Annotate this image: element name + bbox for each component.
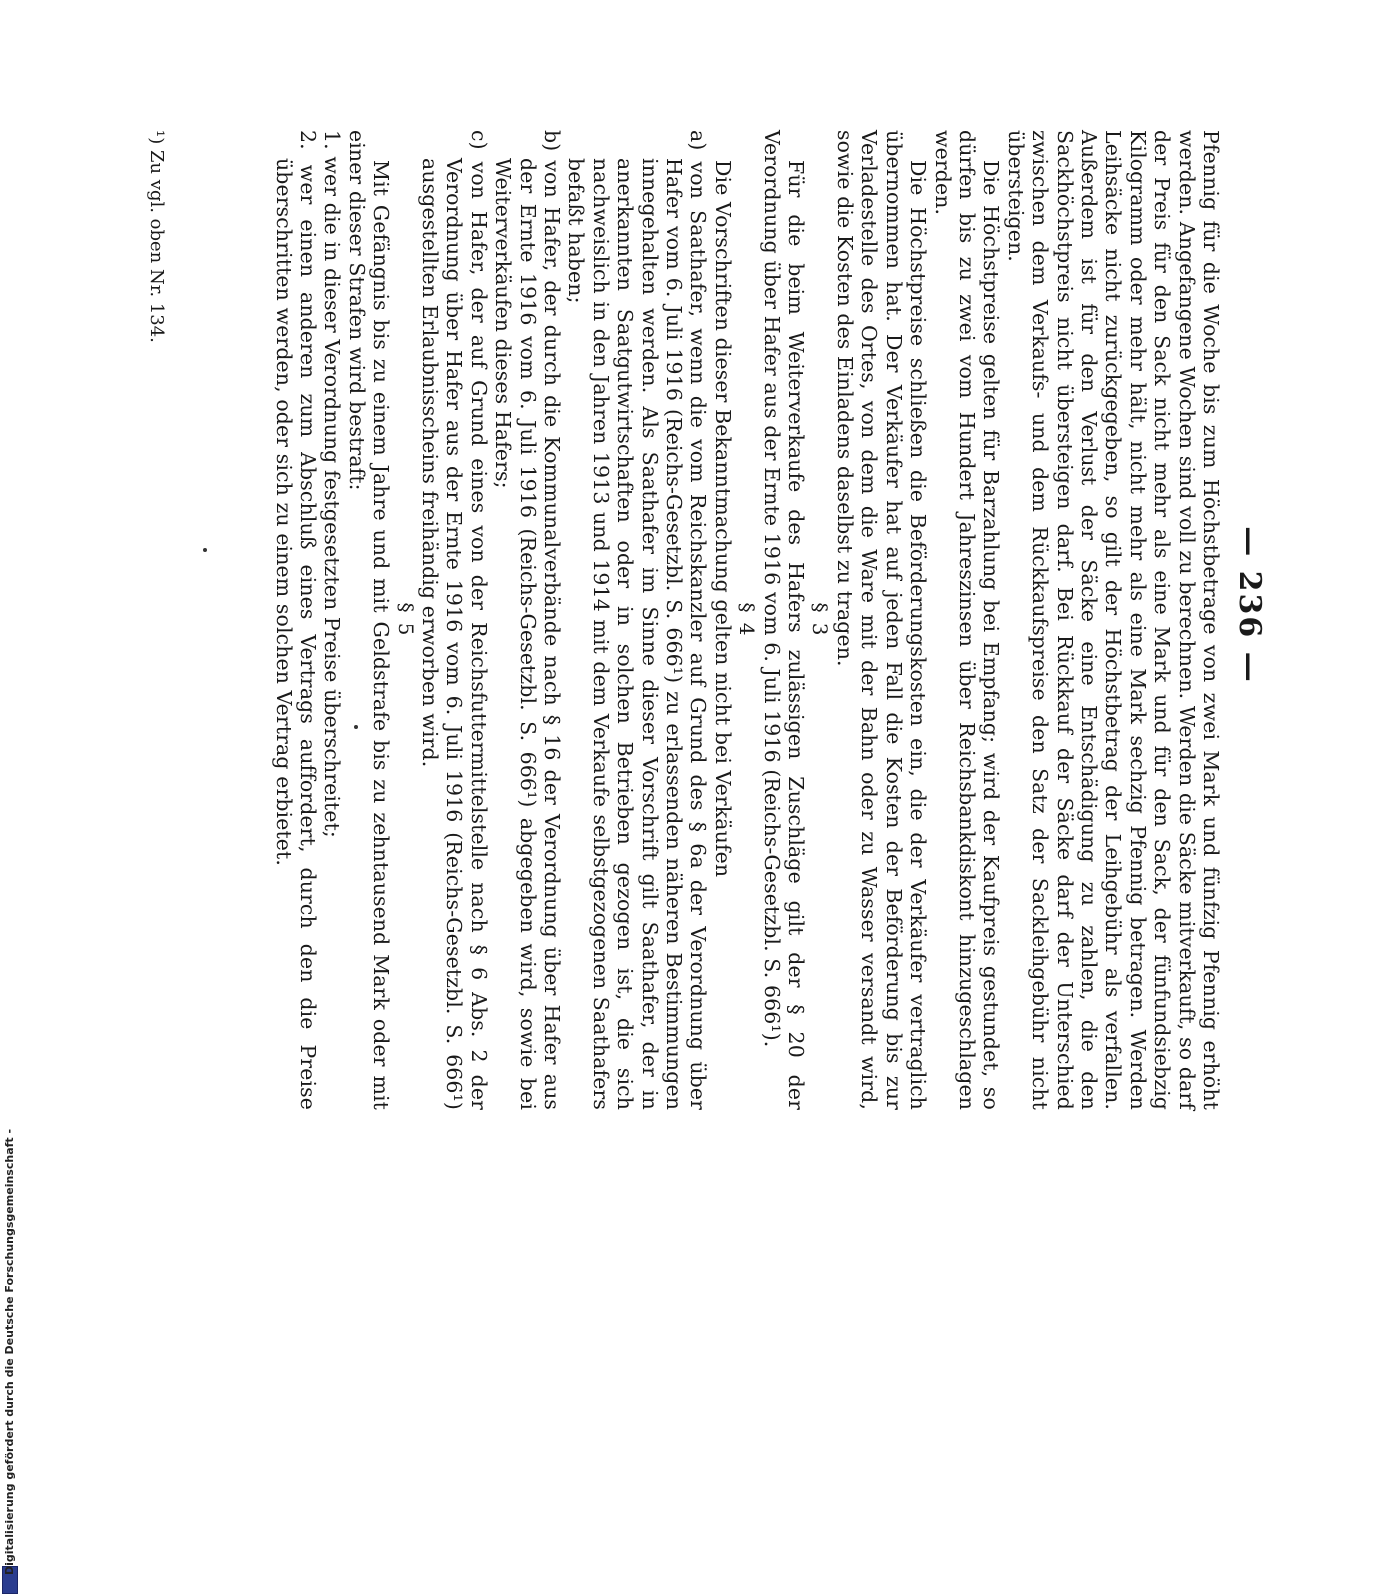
section-heading: § 4 [735, 602, 760, 638]
section-heading: § 5 [393, 602, 418, 638]
speck-dot [354, 725, 358, 729]
list-item: c) von Hafer, der auf Grund eines von der Reichsfuttermittelstelle nach § 6 Abs. 2 der Verordnung über Hafer aus der Ernte 1916 vom 6. Juli 1916 (Reichs-Gesetzbl. S. 666¹) ausgestellten Erlaubnisscheins freihändig erworben wird. [418, 130, 491, 1110]
page-number: — 236 — [1232, 526, 1267, 684]
footnote: ¹) Zu vgl. oben Nr. 134. [146, 130, 167, 343]
list-item: b) von Hafer, der durch die Kommunalverbände nach § 16 der Verordnung über Hafer aus der Ernte 1916 vom 6. Juli 1916 (Reichs-Gesetzbl. S. 666¹) abgegeben wird, sowie bei Weiterverkäufen dieses Hafers; [491, 130, 565, 1110]
paragraph: Mit Gefängnis bis zu einem Jahre und mit Geldstrafe bis zu zehntausend Mark oder mit einer dieser Strafen wird bestraft: [344, 130, 394, 1110]
paragraph: Die Vorschriften dieser Bekanntmachung gelten nicht bei Verkäufen [710, 160, 735, 878]
paragraph: Pfennig für die Woche bis zum Höchstbetrage von zwei Mark und fünfzig Pfennig erhöht werden. Angefangene Wochen sind voll zu berechnen. Werden die Säcke mitverkauft, so darf der Preis für den Sack nicht mehr als eine Mark und für den Sack, der fünfundsiebzig Kilogramm oder mehr hält, nicht mehr als eine Mark sechzig Pfennig betragen. Werden Leihsäcke nicht zurückgegeben, so gilt der Höchstbetrag der Leihgebühr als verfallen. Außerdem ist für den Verlust der Säcke eine Entschädigung zu zahlen, die den Sackhöchstpreis nicht übersteigen darf. Bei Rückkauf der Säcke darf der Unterschied zwischen dem Verkaufs- und dem Rückkaufspreise den Satz der Sackleihgebühr nicht übersteigen. [1003, 130, 1223, 1110]
speck-dot [203, 548, 207, 552]
paragraph: Die Höchstpreise schließen die Beförderungskosten ein, die der Verkäufer vertraglich übernommen hat. Der Verkäufer hat auf jeden Fall die Kosten der Beförderung bis zur Verladestelle des Ortes, von dem die Ware mit der Bahn oder zu Wasser versandt wird, sowie die Kosten des Einladens daselbst zu tragen. [832, 130, 931, 1110]
paragraph: Für die beim Weiterverkaufe des Hafers zulässigen Zuschläge gilt der § 20 der Verordnung über Hafer aus der Ernte 1916 vom 6. Juli 1916 (Reichs-Gesetzbl. S. 666¹). [759, 130, 809, 1110]
list-item: a) von Saathafer, wenn die vom Reichskanzler auf Grund des § 6a der Verordnung über Hafer vom 6. Juli 1916 (Reichs-Gesetzbl. S. 666¹) zu erlassenden näheren Bestimmungen innegehalten werden. Als Saathafer im Sinne dieser Vorschrift gilt Saathafer, der in anerkannten Saatgutwirtschaften oder in solchen Betrieben gezogen ist, die sich nachweislich in den Jahren 1913 und 1914 mit dem Verkaufe selbstgezogenen Saathafers befaßt haben; [564, 130, 711, 1110]
paragraph: Die Höchstpreise gelten für Barzahlung bei Empfang; wird der Kaufpreis gestundet, so dürfen bis zu zwei vom Hundert Jahreszinsen über Reichsbankdiskont hinzugeschlagen werden. [930, 130, 1004, 1110]
digitization-credit: Digitalisierung gefördert durch die Deutsche Forschungsgemeinschaft - [3, 1128, 16, 1575]
section-heading: § 3 [808, 602, 833, 638]
digitization-sidebar [0, 600, 18, 1575]
list-item: 1. wer die in dieser Verordnung festgesetzten Preise überschreitet; [320, 130, 345, 838]
list-item: 2. wer einen anderen zum Abschluß eines Vertrags auffordert, durch den die Preise überschritten werden, oder sich zu einem solchen Vertrag erbietet. [271, 130, 320, 1110]
document-body [271, 130, 1223, 1110]
